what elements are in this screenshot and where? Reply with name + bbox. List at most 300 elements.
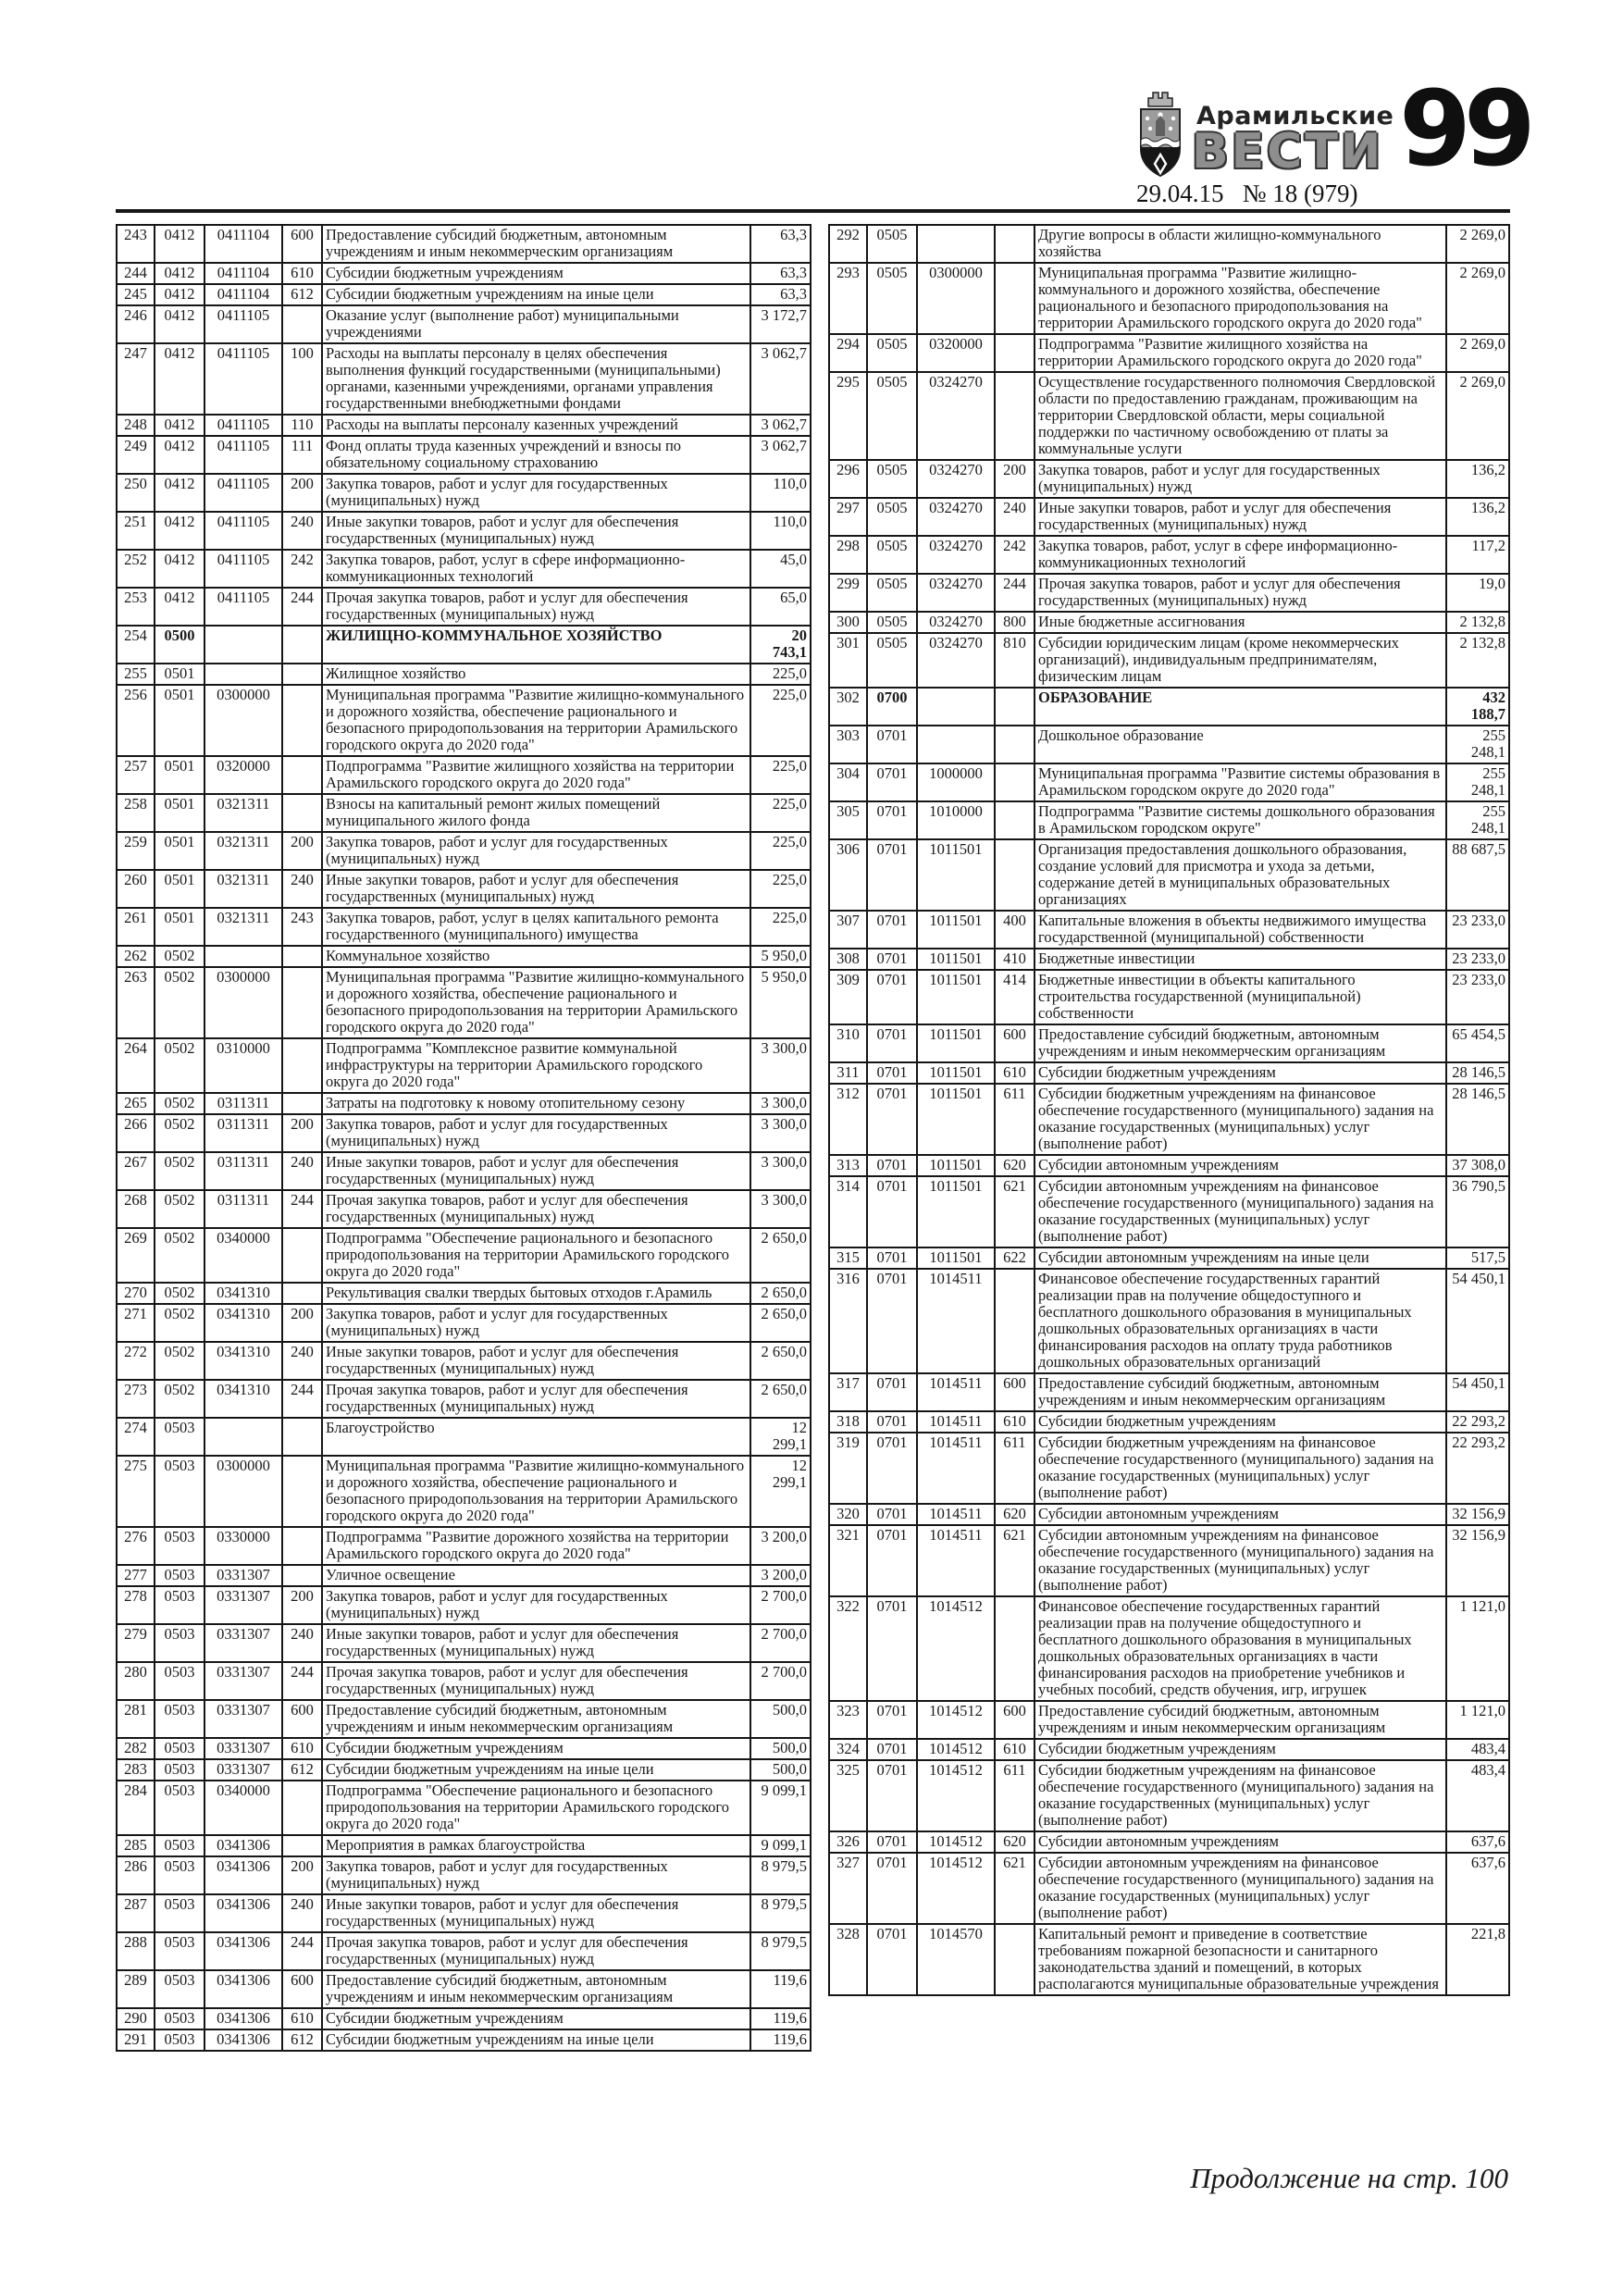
table-row [829, 1155, 1509, 1176]
amount-cell: 2 650,0 [750, 1342, 811, 1380]
amount-cell: 2 132,8 [1446, 612, 1509, 633]
amount-cell: 2 700,0 [750, 1586, 811, 1624]
amount-cell: 9 099,1 [750, 1835, 811, 1856]
expense-name-cell: Подпрограмма "Развитие дорожного хозяйства на территории Арамильского городского округа до 2020 года" [322, 1527, 750, 1565]
row-number-cell: 274 [117, 1418, 155, 1456]
section-code-cell: 0412 [155, 474, 204, 512]
expense-name-cell: Закупка товаров, работ и услуг для государственных (муниципальных) нужд [322, 832, 750, 870]
target-article-cell: 0341310 [204, 1380, 282, 1418]
amount-cell: 119,6 [750, 2008, 811, 2029]
section-code-cell: 0503 [155, 1970, 204, 2008]
section-code-cell: 0503 [155, 1932, 204, 1970]
row-number-cell: 323 [829, 1701, 867, 1739]
row-number-cell: 257 [117, 756, 155, 794]
target-article-cell: 0331307 [204, 1586, 282, 1624]
section-code-cell: 0412 [155, 343, 204, 415]
amount-cell: 117,2 [1446, 536, 1509, 574]
target-article-cell: 0320000 [204, 756, 282, 794]
target-article-cell: 0330000 [204, 1527, 282, 1565]
table-row [117, 1970, 811, 2008]
row-number-cell: 301 [829, 633, 867, 688]
table-row [117, 1894, 811, 1932]
expense-name-cell: Рекультивация свалки твердых бытовых отходов г.Арамиль [322, 1283, 750, 1304]
issue-date-number: 29.04.15 № 18 (979) [1136, 180, 1358, 207]
target-article-cell: 0411104 [204, 284, 282, 305]
amount-cell: 22 293,2 [1446, 1433, 1509, 1504]
section-code-cell: 0701 [867, 763, 917, 801]
expense-type-cell: 244 [282, 588, 322, 626]
table-row [829, 839, 1509, 911]
expense-name-cell: Субсидии бюджетным учреждениям [322, 1738, 750, 1759]
row-number-cell: 260 [117, 870, 155, 908]
table-row [117, 1380, 811, 1418]
target-article-cell: 0300000 [204, 1456, 282, 1527]
section-code-cell: 0503 [155, 1759, 204, 1781]
amount-cell: 225,0 [750, 756, 811, 794]
expense-type-cell [282, 626, 322, 664]
expense-name-cell: Фонд оплаты труда казенных учреждений и взносы по обязательному социальному страхованию [322, 436, 750, 474]
amount-cell: 20 743,1 [750, 626, 811, 664]
amount-cell: 2 269,0 [1446, 263, 1509, 334]
target-article-cell [204, 626, 282, 664]
table-row [829, 1853, 1509, 1924]
row-number-cell: 247 [117, 343, 155, 415]
section-code-cell: 0503 [155, 1418, 204, 1456]
section-code-cell: 0503 [155, 1835, 204, 1856]
expense-name-cell: Капитальный ремонт и приведение в соответствие требованиям пожарной безопасности и санитарного законодательства зданий и помещений, в которых располагаются муниципальные образовательные учреждения [1035, 1924, 1446, 1995]
expense-type-cell: 610 [282, 2008, 322, 2029]
expense-type-cell: 244 [282, 1380, 322, 1418]
table-row [117, 1781, 811, 1835]
table-row [829, 949, 1509, 970]
amount-cell: 119,6 [750, 2029, 811, 2051]
section-code-cell: 0701 [867, 1853, 917, 1924]
amount-cell: 23 233,0 [1446, 911, 1509, 949]
row-number-cell: 305 [829, 801, 867, 839]
expense-type-cell: 620 [995, 1831, 1035, 1853]
amount-cell: 255 248,1 [1446, 726, 1509, 763]
section-code-cell: 0502 [155, 967, 204, 1038]
row-number-cell: 296 [829, 460, 867, 498]
expense-type-cell: 244 [282, 1932, 322, 1970]
target-article-cell: 0311311 [204, 1114, 282, 1152]
expense-type-cell: 200 [282, 1586, 322, 1624]
row-number-cell: 297 [829, 498, 867, 536]
expense-type-cell: 621 [995, 1525, 1035, 1596]
amount-cell: 500,0 [750, 1738, 811, 1759]
expense-name-cell: Дошкольное образование [1035, 726, 1446, 763]
row-number-cell: 268 [117, 1190, 155, 1228]
section-code-cell: 0502 [155, 1342, 204, 1380]
section-code-cell: 0701 [867, 1155, 917, 1176]
row-number-cell: 313 [829, 1155, 867, 1176]
row-number-cell: 318 [829, 1411, 867, 1433]
amount-cell: 3 200,0 [750, 1565, 811, 1586]
expense-type-cell: 600 [282, 225, 322, 263]
table-row [829, 1760, 1509, 1831]
expense-name-cell: Иные закупки товаров, работ и услуг для обеспечения государственных (муниципальных) нужд [322, 870, 750, 908]
expense-name-cell: Осуществление государственного полномочия Свердловской области по предоставлению гражданам, проживающим на территории Свердловской области, меры социальной поддержки по частичному освобождению от платы за коммунальные услуги [1035, 372, 1446, 460]
section-code-cell: 0412 [155, 284, 204, 305]
amount-cell: 225,0 [750, 794, 811, 832]
row-number-cell: 295 [829, 372, 867, 460]
table-row [829, 460, 1509, 498]
table-row [829, 1701, 1509, 1739]
section-code-cell: 0503 [155, 1894, 204, 1932]
target-article-cell: 1014570 [917, 1924, 995, 1995]
row-number-cell: 302 [829, 688, 867, 726]
expense-type-cell: 200 [282, 1856, 322, 1894]
target-article-cell: 0340000 [204, 1781, 282, 1835]
expense-type-cell [282, 1038, 322, 1093]
target-article-cell: 0300000 [917, 263, 995, 334]
expense-type-cell: 100 [282, 343, 322, 415]
row-number-cell: 293 [829, 263, 867, 334]
section-code-cell: 0412 [155, 415, 204, 436]
amount-cell: 3 172,7 [750, 305, 811, 343]
section-code-cell: 0412 [155, 225, 204, 263]
table-row [829, 633, 1509, 688]
expense-name-cell: Иные закупки товаров, работ и услуг для обеспечения государственных (муниципальных) нужд [322, 512, 750, 550]
amount-cell: 225,0 [750, 664, 811, 685]
table-row [117, 2008, 811, 2029]
target-article-cell: 0411105 [204, 305, 282, 343]
row-number-cell: 246 [117, 305, 155, 343]
section-code-cell: 0701 [867, 839, 917, 911]
expense-type-cell [282, 1835, 322, 1856]
table-row [829, 970, 1509, 1024]
row-number-cell: 303 [829, 726, 867, 763]
section-code-cell: 0501 [155, 685, 204, 756]
row-number-cell: 282 [117, 1738, 155, 1759]
expense-name-cell: Субсидии автономным учреждениям [1035, 1831, 1446, 1853]
target-article-cell: 1011501 [917, 1155, 995, 1176]
row-number-cell: 266 [117, 1114, 155, 1152]
row-number-cell: 308 [829, 949, 867, 970]
expense-name-cell: Затраты на подготовку к новому отопительному сезону [322, 1093, 750, 1114]
target-article-cell: 1014512 [917, 1831, 995, 1853]
section-code-cell: 0701 [867, 1373, 917, 1411]
target-article-cell: 0311311 [204, 1093, 282, 1114]
target-article-cell: 1014511 [917, 1411, 995, 1433]
amount-cell: 12 299,1 [750, 1418, 811, 1456]
section-code-cell: 0503 [155, 1565, 204, 1586]
amount-cell: 5 950,0 [750, 946, 811, 967]
table-row [117, 1283, 811, 1304]
target-article-cell: 1011501 [917, 1062, 995, 1084]
amount-cell: 63,3 [750, 284, 811, 305]
table-row [829, 688, 1509, 726]
target-article-cell: 0331307 [204, 1700, 282, 1738]
section-code-cell: 0701 [867, 1831, 917, 1853]
amount-cell: 637,6 [1446, 1853, 1509, 1924]
expense-name-cell: Иные закупки товаров, работ и услуг для обеспечения государственных (муниципальных) нужд [1035, 498, 1446, 536]
row-number-cell: 299 [829, 574, 867, 612]
row-number-cell: 261 [117, 908, 155, 946]
expense-name-cell: Подпрограмма "Развитие жилищного хозяйства на территории Арамильского городского округа до 2020 года" [322, 756, 750, 794]
target-article-cell: 0321311 [204, 908, 282, 946]
section-code-cell: 0701 [867, 1525, 917, 1596]
section-code-cell: 0412 [155, 588, 204, 626]
target-article-cell: 1014511 [917, 1373, 995, 1411]
expense-type-cell: 240 [282, 1342, 322, 1380]
expense-type-cell: 200 [282, 832, 322, 870]
expense-type-cell: 244 [282, 1662, 322, 1700]
expense-name-cell: Иные закупки товаров, работ и услуг для обеспечения государственных (муниципальных) нужд [322, 1342, 750, 1380]
expense-name-cell: Субсидии бюджетным учреждениям на финансовое обеспечение государственного (муниципального) задания на оказание государственных (муниципальных) услуг (выполнение работ) [1035, 1084, 1446, 1155]
expense-type-cell [995, 225, 1035, 263]
target-article-cell: 0331307 [204, 1738, 282, 1759]
expense-type-cell: 243 [282, 908, 322, 946]
amount-cell: 2 700,0 [750, 1624, 811, 1662]
expense-type-cell: 612 [282, 284, 322, 305]
table-row [117, 908, 811, 946]
target-article-cell: 0300000 [204, 685, 282, 756]
table-row [117, 1456, 811, 1527]
amount-cell: 65 454,5 [1446, 1024, 1509, 1062]
row-number-cell: 258 [117, 794, 155, 832]
amount-cell: 28 146,5 [1446, 1062, 1509, 1084]
target-article-cell: 0341306 [204, 1970, 282, 2008]
table-row [829, 536, 1509, 574]
target-article-cell: 0321311 [204, 832, 282, 870]
expense-name-cell: Взносы на капитальный ремонт жилых помещений муниципального жилого фонда [322, 794, 750, 832]
table-row [829, 225, 1509, 263]
expense-name-cell: Иные закупки товаров, работ и услуг для обеспечения государственных (муниципальных) нужд [322, 1152, 750, 1190]
amount-cell: 37 308,0 [1446, 1155, 1509, 1176]
expense-name-cell: Предоставление субсидий бюджетным, автономным учреждениям и иным некоммерческим организациям [1035, 1024, 1446, 1062]
section-code-cell: 0701 [867, 726, 917, 763]
expense-type-cell: 242 [995, 536, 1035, 574]
table-row [829, 574, 1509, 612]
amount-cell: 119,6 [750, 1970, 811, 2008]
expense-type-cell: 610 [995, 1062, 1035, 1084]
section-code-cell: 0502 [155, 1228, 204, 1283]
expense-name-cell: Иные закупки товаров, работ и услуг для обеспечения государственных (муниципальных) нужд [322, 1894, 750, 1932]
row-number-cell: 306 [829, 839, 867, 911]
expense-name-cell: Прочая закупка товаров, работ и услуг для обеспечения государственных (муниципальных) нужд [322, 1662, 750, 1700]
target-article-cell: 0311311 [204, 1190, 282, 1228]
row-number-cell: 290 [117, 2008, 155, 2029]
section-code-cell: 0701 [867, 1024, 917, 1062]
expense-name-cell: Субсидии бюджетным учреждениям [1035, 1411, 1446, 1433]
target-article-cell: 0411104 [204, 263, 282, 284]
amount-cell: 9 099,1 [750, 1781, 811, 1835]
paper-name-top: Арамильские [1196, 102, 1394, 130]
amount-cell: 2 269,0 [1446, 334, 1509, 372]
target-article-cell: 0324270 [917, 612, 995, 633]
amount-cell: 225,0 [750, 685, 811, 756]
expense-name-cell: Предоставление субсидий бюджетным, автономным учреждениям и иным некоммерческим организациям [322, 225, 750, 263]
section-code-cell: 0502 [155, 946, 204, 967]
expense-type-cell: 600 [995, 1701, 1035, 1739]
amount-cell: 255 248,1 [1446, 763, 1509, 801]
section-code-cell: 0412 [155, 263, 204, 284]
section-code-cell: 0503 [155, 1856, 204, 1894]
expense-type-cell [995, 372, 1035, 460]
table-row [117, 305, 811, 343]
row-number-cell: 292 [829, 225, 867, 263]
target-article-cell: 1011501 [917, 1024, 995, 1062]
expense-type-cell [282, 685, 322, 756]
section-code-cell: 0701 [867, 949, 917, 970]
amount-cell: 500,0 [750, 1759, 811, 1781]
row-number-cell: 278 [117, 1586, 155, 1624]
amount-cell: 225,0 [750, 870, 811, 908]
row-number-cell: 314 [829, 1176, 867, 1247]
table-row [117, 436, 811, 474]
table-row [829, 1411, 1509, 1433]
table-row [117, 1342, 811, 1380]
amount-cell: 2 650,0 [750, 1228, 811, 1283]
section-code-cell: 0503 [155, 1738, 204, 1759]
section-code-cell: 0501 [155, 756, 204, 794]
target-article-cell: 0331307 [204, 1565, 282, 1586]
amount-cell: 2 650,0 [750, 1283, 811, 1304]
target-article-cell: 0300000 [204, 967, 282, 1038]
section-code-cell: 0701 [867, 1176, 917, 1247]
row-number-cell: 322 [829, 1596, 867, 1701]
table-row [829, 801, 1509, 839]
expense-name-cell: Субсидии бюджетным учреждениям [1035, 1739, 1446, 1760]
expense-type-cell: 244 [282, 1190, 322, 1228]
expense-type-cell: 800 [995, 612, 1035, 633]
table-row [829, 1024, 1509, 1062]
section-code-cell: 0501 [155, 832, 204, 870]
row-number-cell: 281 [117, 1700, 155, 1738]
row-number-cell: 320 [829, 1504, 867, 1525]
expense-name-cell: Уличное освещение [322, 1565, 750, 1586]
amount-cell: 637,6 [1446, 1831, 1509, 1853]
expense-type-cell: 200 [282, 1304, 322, 1342]
section-code-cell: 0505 [867, 372, 917, 460]
target-article-cell: 1014511 [917, 1433, 995, 1504]
expense-name-cell: Субсидии юридическим лицам (кроме некоммерческих организаций), индивидуальным предпринимателям, физическим лицам [1035, 633, 1446, 688]
row-number-cell: 291 [117, 2029, 155, 2051]
target-article-cell: 1011501 [917, 911, 995, 949]
section-code-cell: 0500 [155, 626, 204, 664]
amount-cell: 221,8 [1446, 1924, 1509, 1995]
amount-cell: 23 233,0 [1446, 949, 1509, 970]
expense-type-cell [995, 839, 1035, 911]
continuation-note: Продолжение на стр. 100 [1190, 2162, 1508, 2194]
table-row [117, 263, 811, 284]
section-code-cell: 0503 [155, 2008, 204, 2029]
expense-name-cell: Субсидии автономным учреждениям на финансовое обеспечение государственного (муниципального) задания на оказание государственных (муниципальных) услуг (выполнение работ) [1035, 1853, 1446, 1924]
expense-name-cell: Муниципальная программа "Развитие жилищно-коммунального и дорожного хозяйства, обеспечение рационального и безопасного природопользования на территории Арамильского городского округа до 2020 года" [1035, 263, 1446, 334]
amount-cell: 136,2 [1446, 460, 1509, 498]
expense-name-cell: Предоставление субсидий бюджетным, автономным учреждениям и иным некоммерческим организациям [1035, 1373, 1446, 1411]
expense-type-cell [995, 726, 1035, 763]
target-article-cell: 0320000 [917, 334, 995, 372]
amount-cell: 517,5 [1446, 1247, 1509, 1269]
amount-cell: 8 979,5 [750, 1856, 811, 1894]
section-code-cell: 0501 [155, 664, 204, 685]
section-code-cell: 0503 [155, 1456, 204, 1527]
table-row [117, 794, 811, 832]
target-article-cell [917, 225, 995, 263]
section-code-cell: 0505 [867, 633, 917, 688]
table-row [829, 911, 1509, 949]
expense-type-cell: 200 [282, 1114, 322, 1152]
expense-type-cell: 600 [995, 1373, 1035, 1411]
expense-type-cell: 240 [282, 1624, 322, 1662]
expense-name-cell: Субсидии бюджетным учреждениям на финансовое обеспечение государственного (муниципального) задания на оказание государственных (муниципальных) услуг (выполнение работ) [1035, 1433, 1446, 1504]
amount-cell: 2 650,0 [750, 1304, 811, 1342]
target-article-cell: 1014511 [917, 1504, 995, 1525]
table-row [829, 1525, 1509, 1596]
row-number-cell: 319 [829, 1433, 867, 1504]
expense-type-cell: 612 [282, 1759, 322, 1781]
expense-type-cell: 244 [995, 574, 1035, 612]
expense-name-cell: Закупка товаров, работ и услуг для государственных (муниципальных) нужд [322, 1304, 750, 1342]
row-number-cell: 326 [829, 1831, 867, 1853]
expense-name-cell: Муниципальная программа "Развитие жилищно-коммунального и дорожного хозяйства, обеспечение рационального и безопасного природопользования на территории Арамильского городского округа до 2020 года" [322, 685, 750, 756]
row-number-cell: 275 [117, 1456, 155, 1527]
expense-name-cell: Организация предоставления дошкольного образования, создание условий для присмотра и ухода за детьми, содержание детей в муниципальных образовательных организациях [1035, 839, 1446, 911]
amount-cell: 2 700,0 [750, 1662, 811, 1700]
page-number: 99 [1399, 69, 1529, 190]
expense-type-cell: 110 [282, 415, 322, 436]
target-article-cell: 1011501 [917, 1176, 995, 1247]
row-number-cell: 250 [117, 474, 155, 512]
section-code-cell: 0701 [867, 1062, 917, 1084]
section-code-cell: 0502 [155, 1114, 204, 1152]
table-row [117, 1228, 811, 1283]
expense-type-cell [282, 1093, 322, 1114]
target-article-cell: 1000000 [917, 763, 995, 801]
row-number-cell: 276 [117, 1527, 155, 1565]
row-number-cell: 321 [829, 1525, 867, 1596]
amount-cell: 5 950,0 [750, 967, 811, 1038]
target-article-cell: 0321311 [204, 794, 282, 832]
expense-name-cell: Подпрограмма "Обеспечение рационального и безопасного природопользования на территории Арамильского городского округа до 2020 года" [322, 1228, 750, 1283]
row-number-cell: 285 [117, 1835, 155, 1856]
row-number-cell: 254 [117, 626, 155, 664]
target-article-cell: 0411105 [204, 512, 282, 550]
table-row [829, 1739, 1509, 1760]
expense-name-cell: Закупка товаров, работ и услуг для государственных (муниципальных) нужд [322, 1856, 750, 1894]
section-code-cell: 0501 [155, 870, 204, 908]
expense-type-cell [995, 263, 1035, 334]
target-article-cell: 0324270 [917, 498, 995, 536]
section-code-cell: 0505 [867, 612, 917, 633]
section-code-cell: 0701 [867, 801, 917, 839]
amount-cell: 23 233,0 [1446, 970, 1509, 1024]
row-number-cell: 264 [117, 1038, 155, 1093]
expense-type-cell: 611 [995, 1084, 1035, 1155]
section-code-cell: 0701 [867, 1701, 917, 1739]
target-article-cell: 0341310 [204, 1342, 282, 1380]
target-article-cell: 1014511 [917, 1525, 995, 1596]
target-article-cell [204, 946, 282, 967]
table-row [117, 1527, 811, 1565]
expense-name-cell: Закупка товаров, работ, услуг в сфере информационно-коммуникационных технологий [1035, 536, 1446, 574]
amount-cell: 22 293,2 [1446, 1411, 1509, 1433]
expense-name-cell: Прочая закупка товаров, работ и услуг для обеспечения государственных (муниципальных) нужд [1035, 574, 1446, 612]
budget-table-left-column [116, 224, 812, 2052]
table-row [117, 664, 811, 685]
table-row [117, 1700, 811, 1738]
expense-name-cell: Закупка товаров, работ и услуг для государственных (муниципальных) нужд [322, 1586, 750, 1624]
expense-type-cell: 620 [995, 1504, 1035, 1525]
expense-name-cell: Предоставление субсидий бюджетным, автономным учреждениям и иным некоммерческим организациям [322, 1970, 750, 2008]
expense-type-cell: 620 [995, 1155, 1035, 1176]
expense-name-cell: Прочая закупка товаров, работ и услуг для обеспечения государственных (муниципальных) нужд [322, 1190, 750, 1228]
target-article-cell: 0340000 [204, 1228, 282, 1283]
expense-type-cell: 240 [282, 1152, 322, 1190]
target-article-cell: 0341306 [204, 2029, 282, 2051]
